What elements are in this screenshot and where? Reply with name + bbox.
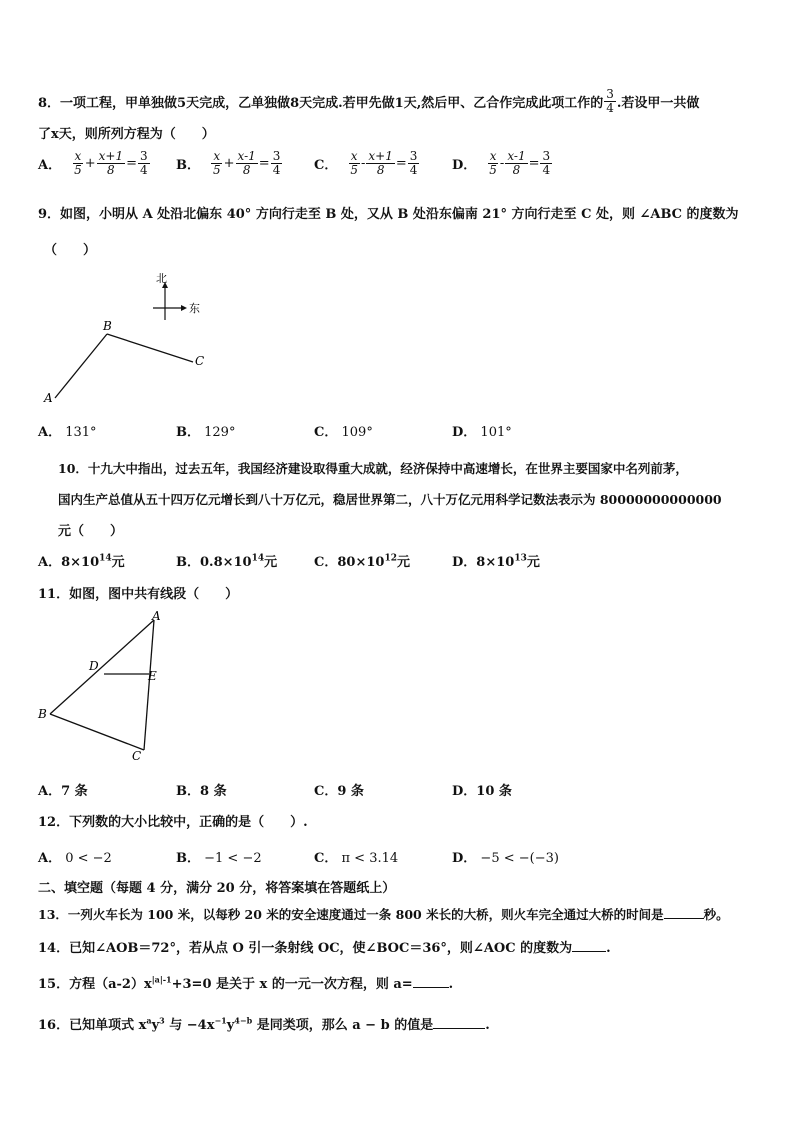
q8-line2: 了x天，则所列方程为（ ） — [38, 127, 215, 142]
point-a-label: A — [44, 391, 53, 405]
q15-answer-blank[interactable] — [413, 987, 449, 988]
q12-option-a[interactable]: A． 0 < −2 — [38, 851, 112, 866]
q16-line: 16．已知单项式 $x^ay^3$ 与 $-4x^{-1}y^{4-b}$ 是同类项，那么 a − b 的值是 . — [38, 1015, 490, 1033]
q16-tail: . — [485, 1018, 490, 1033]
section-2-heading: 二、填空题（每题 4 分，满分 20 分，将答案填在答题纸上） — [38, 881, 396, 896]
segment-ab — [55, 334, 107, 398]
q9-number: 9． — [38, 207, 61, 222]
east-arrow-icon — [181, 305, 187, 311]
q16-answer-blank[interactable] — [433, 1028, 485, 1029]
q9-option-d[interactable]: D． 101° — [452, 425, 512, 440]
q9-option-c[interactable]: C． 109° — [314, 425, 373, 440]
q9-options — [38, 421, 778, 441]
q15-number: 15． — [38, 977, 70, 992]
q8-option-a[interactable]: A． $\frac{x}{5}$ + $\frac{x+1}{8}$ = $\frac{3}{4}$ — [38, 149, 148, 177]
q12-text: 下列数的大小比较中，正确的是（ ）. — [69, 815, 308, 830]
q12-option-d[interactable]: D． −5 < −(−3) — [452, 851, 559, 866]
q15-tail: . — [448, 977, 454, 992]
q9-line2: （ ） — [44, 243, 97, 258]
q8-number: 8． — [38, 95, 61, 111]
q8-fraction: $\frac{3}{4}$ — [606, 87, 614, 115]
q8-option-c[interactable]: C． $\frac{x}{5}$ - $\frac{x+1}{8}$ = $\frac{3}{4}$ — [314, 149, 418, 177]
q10-option-d[interactable]: D．$8\times 10^{13}$元 — [452, 553, 540, 570]
point-a-label: A — [152, 610, 161, 623]
point-d-label: D — [89, 659, 99, 673]
q10-option-c[interactable]: C．$80\times 10^{12}$元 — [314, 553, 410, 570]
q14-text: 已知∠AOB＝72°，若从点 O 引一条射线 OC，使∠BOC＝36°，则∠AOC 的度数为 — [69, 941, 573, 956]
q12-option-c[interactable]: C． π < 3.14 — [314, 851, 399, 866]
q9-line1 — [38, 203, 739, 222]
q11-line1 — [38, 583, 238, 602]
q13-text: 一列火车长为 100 米，以每秒 20 米的安全速度通过一条 800 米长的大桥，则火车完全通过大桥的时间是 — [67, 907, 664, 922]
q13-tail: 秒。 — [703, 907, 729, 922]
q10-option-a[interactable]: A．$8\times 10^{14}$元 — [38, 553, 125, 570]
q11-figure — [34, 610, 174, 770]
q10-line3: 元（ ） — [58, 524, 124, 539]
q8-line1 — [38, 88, 699, 114]
point-c-label: C — [132, 749, 142, 763]
q16-text-a: 已知单项式 x — [69, 1018, 147, 1033]
q15-text-a: 方程（a-2）x — [69, 977, 152, 992]
q11-option-c[interactable]: C．9 条 — [314, 784, 364, 799]
segment-bc — [50, 714, 144, 750]
point-b-label: B — [38, 707, 47, 721]
east-label: 东 — [189, 302, 200, 315]
q10-options — [38, 551, 778, 571]
q14-answer-blank[interactable] — [572, 951, 606, 952]
q14-line — [38, 937, 611, 956]
q15-line — [38, 973, 453, 992]
segment-ac — [144, 620, 154, 750]
q8-text-a: 一项工程，甲单独做5天完成，乙单独做8天完成.若甲先做1天,然后甲、乙合作完成此项工作的 — [60, 95, 604, 111]
q15-text-b: +3=0 是关于 x 的一元一次方程，则 a= — [171, 977, 413, 992]
q12-number: 12． — [38, 815, 70, 830]
q13-answer-blank[interactable] — [664, 918, 704, 919]
segment-bc — [107, 334, 193, 362]
q10-line2: 国内生产总值从五十四万亿元增长到八十万亿元，稳居世界第二，八十万亿元用科学记数法表示为 80000000000000 — [58, 492, 722, 507]
q8-text-b: .若设甲一共做 — [616, 95, 700, 111]
q12-option-b[interactable]: B． −1 < −2 — [176, 851, 262, 866]
q14-number: 14． — [38, 941, 70, 956]
q9-text: 如图，小明从 A 处沿北偏东 40° 方向行走至 B 处，又从 B 处沿东偏南 21° 方向行走至 C 处，则 ∠ABC 的度数为 — [60, 207, 739, 222]
q9-option-b[interactable]: B． 129° — [176, 425, 236, 440]
q15-exponent: |a|-1 — [151, 974, 172, 985]
q16-number: 16． — [38, 1018, 70, 1033]
q11-option-d[interactable]: D．10 条 — [452, 784, 512, 799]
q13-number: 13． — [38, 907, 68, 922]
north-label: 北 — [156, 272, 167, 285]
q11-options — [38, 780, 778, 800]
q12-options — [38, 847, 778, 867]
q10-option-b[interactable]: B．$0.8\times 10^{14}$元 — [176, 553, 278, 570]
point-c-label: C — [195, 354, 205, 368]
q11-option-b[interactable]: B．8 条 — [176, 784, 227, 799]
q11-option-a[interactable]: A．7 条 — [38, 784, 88, 799]
q11-number: 11． — [38, 587, 70, 602]
q8-option-b[interactable]: B． $\frac{x}{5}$ + $\frac{x-1}{8}$ = $\frac{3}{4}$ — [176, 149, 281, 177]
q9-figure — [35, 268, 215, 408]
q11-text: 如图，图中共有线段（ ） — [69, 587, 239, 602]
q8-option-d[interactable]: D． $\frac{x}{5}$ - $\frac{x-1}{8}$ = $\frac{3}{4}$ — [452, 149, 551, 177]
point-b-label: B — [103, 319, 112, 333]
q14-tail: . — [606, 941, 611, 956]
q13-line — [38, 905, 729, 923]
q12-line1 — [38, 811, 308, 830]
q10-line1: 10．十九大中指出，过去五年，我国经济建设取得重大成就，经济保持中高速增长，在世界主要国家中名列前茅， — [58, 461, 688, 476]
point-e-label: E — [148, 669, 157, 683]
segment-ab — [50, 620, 154, 714]
q9-option-a[interactable]: A． 131° — [38, 425, 97, 440]
